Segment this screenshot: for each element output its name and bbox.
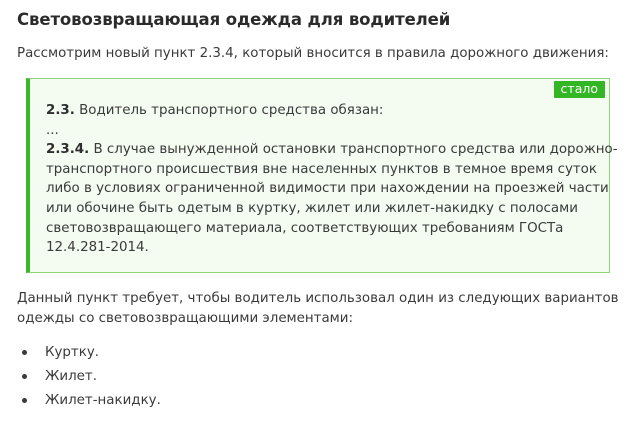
rule-line-2-3-4 [46, 140, 618, 160]
rule-text-line: световозвращающего материала, соответствующих требованиям ГОСТа [46, 220, 564, 236]
bullet-icon [22, 374, 27, 379]
list-item [20, 391, 161, 415]
rule-number: 2.3. [46, 103, 75, 118]
rule-text-span: В случае вынужденной остановки транспортного средства или дорожно- [89, 142, 618, 158]
outro-line: Данный пункт требует, чтобы водитель использовал один из следующих вариантов [17, 291, 619, 306]
list-item [20, 367, 161, 391]
rule-text-line: либо в условиях ограниченной видимости при нахождении на проезжей части [46, 181, 609, 197]
list-item-label: Жилет-накидку. [45, 393, 161, 408]
rule-ellipsis: ... [46, 122, 59, 138]
intro-paragraph: Рассмотрим новый пункт 2.3.4, который вносится в правила дорожного движения: [17, 46, 609, 61]
rule-quote-box [26, 78, 618, 273]
rule-text-line: или обочине быть одетым в куртку, жилет или жилет-накидку с полосами [46, 200, 578, 216]
bullet-icon [22, 350, 27, 355]
rule-text-span: Водитель транспортного средства обязан: [74, 103, 384, 118]
rule-line-2-3 [46, 101, 606, 121]
list-item [20, 343, 161, 367]
rule-text-line: транспортного происшествия вне населенных пунктов в темное время суток [46, 161, 597, 177]
list-item-label: Куртку. [45, 345, 100, 360]
bullet-icon [22, 398, 27, 403]
outro-line: одежды со световозвращающими элементами: [17, 311, 353, 326]
rule-text-line: 12.4.281-2014. [46, 240, 149, 256]
rule-text [46, 101, 618, 258]
list-item-label: Жилет. [45, 369, 97, 384]
article-title: Световозвращающая одежда для водителей [17, 10, 451, 29]
status-badge: стало [554, 81, 605, 98]
clothing-list [20, 343, 161, 415]
outro-paragraph [17, 289, 619, 329]
rule-number: 2.3.4. [46, 142, 90, 158]
